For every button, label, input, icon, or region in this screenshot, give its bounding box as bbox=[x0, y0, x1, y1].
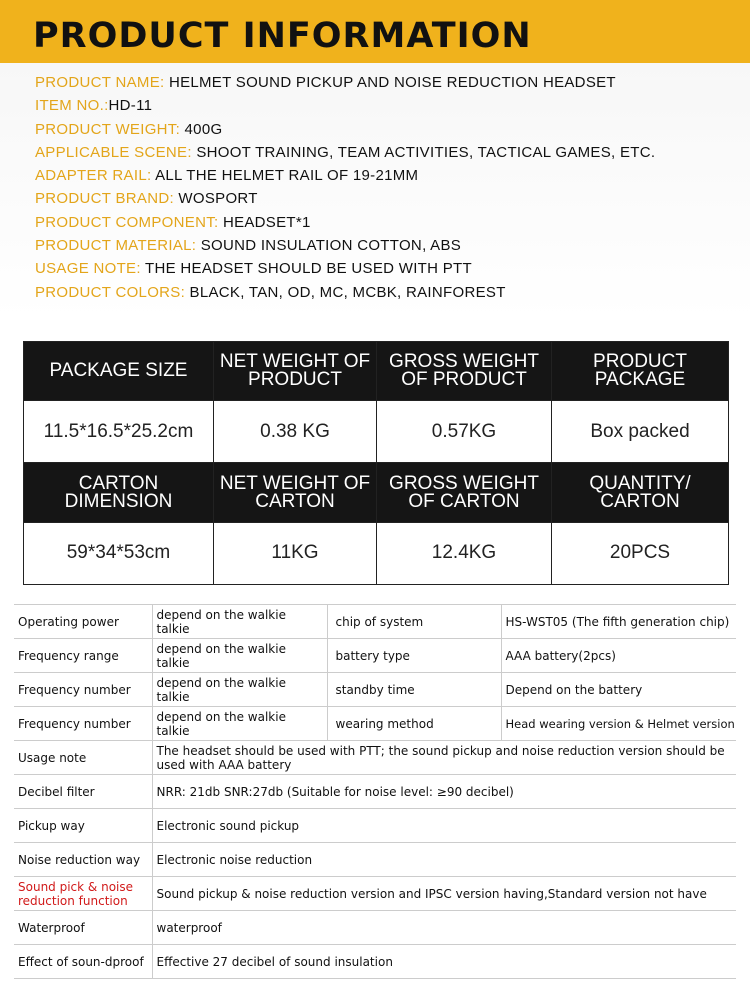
spec-label: chip of system bbox=[327, 605, 501, 639]
value-cell: Box packed bbox=[552, 401, 729, 463]
spec-row bbox=[14, 673, 736, 707]
header-cell: NET WEIGHT OF PRODUCT bbox=[214, 342, 377, 401]
spec-row-sound-pick-function bbox=[14, 877, 736, 911]
info-value: SHOOT TRAINING, TEAM ACTIVITIES, TACTICAL GAMES, ETC. bbox=[196, 143, 656, 161]
header-cell: NET WEIGHT OF CARTON bbox=[214, 463, 377, 522]
info-key: USAGE NOTE: bbox=[35, 260, 141, 278]
info-row-material bbox=[35, 234, 655, 257]
spec-row-pickup-way bbox=[14, 809, 736, 843]
info-row-weight bbox=[35, 118, 655, 141]
spec-row-noise-reduction-way bbox=[14, 843, 736, 877]
info-value: WOSPORT bbox=[178, 190, 258, 208]
spec-value: depend on the walkie talkie bbox=[152, 707, 327, 741]
spec-value: Electronic noise reduction bbox=[152, 843, 736, 877]
info-row-adapter-rail bbox=[35, 164, 655, 187]
carton-value-row bbox=[24, 522, 729, 584]
info-value: ALL THE HELMET RAIL OF 19-21MM bbox=[155, 167, 419, 185]
info-value: HEADSET*1 bbox=[222, 213, 311, 231]
spec-value: Effective 27 decibel of sound insulation bbox=[152, 945, 736, 979]
spec-row-soundproof bbox=[14, 945, 736, 979]
info-key: PRODUCT COMPONENT: bbox=[35, 213, 219, 231]
info-key: PRODUCT MATERIAL: bbox=[35, 237, 197, 255]
info-key: PRODUCT WEIGHT: bbox=[35, 120, 181, 138]
header-cell: PRODUCT PACKAGE bbox=[552, 342, 729, 401]
value-cell: 0.57KG bbox=[377, 401, 552, 463]
spec-value: Head wearing version & Helmet version bbox=[501, 707, 736, 741]
info-value: 400G bbox=[184, 120, 223, 138]
info-key: APPLICABLE SCENE: bbox=[35, 143, 192, 161]
spec-row bbox=[14, 605, 736, 639]
spec-value: depend on the walkie talkie bbox=[152, 673, 327, 707]
spec-row bbox=[14, 707, 736, 741]
spec-value: waterproof bbox=[152, 911, 736, 945]
info-row-component bbox=[35, 211, 655, 234]
info-row-scene bbox=[35, 141, 655, 164]
spec-value: Depend on the battery bbox=[501, 673, 736, 707]
spec-value: The headset should be used with PTT; the sound pickup and noise reduction version should be used with AAA battery bbox=[152, 741, 736, 775]
spec-label-highlight: Sound pick & noise reduction function bbox=[14, 877, 152, 911]
product-info-section bbox=[0, 63, 750, 320]
title-banner bbox=[0, 0, 750, 63]
info-key: PRODUCT BRAND: bbox=[35, 190, 174, 208]
info-key: PRODUCT COLORS: bbox=[35, 283, 186, 301]
info-value: BLACK, TAN, OD, MC, MCBK, RAINFOREST bbox=[189, 283, 506, 301]
spec-label: Noise reduction way bbox=[14, 843, 152, 877]
value-cell: 11.5*16.5*25.2cm bbox=[24, 401, 214, 463]
info-row-usage-note bbox=[35, 257, 655, 280]
spec-row-usage-note bbox=[14, 741, 736, 775]
spec-label: Frequency number bbox=[14, 707, 152, 741]
spec-label: Usage note bbox=[14, 741, 152, 775]
product-info-list bbox=[35, 71, 655, 304]
info-row-product-name bbox=[35, 71, 655, 94]
spec-label: Frequency number bbox=[14, 673, 152, 707]
info-row-colors bbox=[35, 281, 655, 304]
header-cell: QUANTITY/ CARTON bbox=[552, 463, 729, 522]
spec-row-decibel-filter bbox=[14, 775, 736, 809]
spec-label: Effect of soun-dproof bbox=[14, 945, 152, 979]
spec-label: Operating power bbox=[14, 605, 152, 639]
info-value: HELMET SOUND PICKUP AND NOISE REDUCTION HEADSET bbox=[168, 74, 616, 91]
spec-label: Waterproof bbox=[14, 911, 152, 945]
info-row-item-no bbox=[35, 94, 655, 117]
info-row-brand bbox=[35, 187, 655, 210]
spec-label: battery type bbox=[327, 639, 501, 673]
spec-label: wearing method bbox=[327, 707, 501, 741]
spec-label: standby time bbox=[327, 673, 501, 707]
value-cell: 11KG bbox=[214, 522, 377, 584]
info-value: THE HEADSET SHOULD BE USED WITH PTT bbox=[145, 260, 472, 278]
spec-value: Sound pickup & noise reduction version and IPSC version having,Standard version not have bbox=[152, 877, 736, 911]
spec-row-waterproof bbox=[14, 911, 736, 945]
spec-label: Decibel filter bbox=[14, 775, 152, 809]
info-value: HD-11 bbox=[108, 97, 153, 115]
page-title: PRODUCT INFORMATION bbox=[33, 16, 532, 56]
spec-row bbox=[14, 639, 736, 673]
info-value: SOUND INSULATION COTTON, ABS bbox=[200, 237, 462, 255]
spec-table bbox=[14, 604, 736, 979]
spec-value: HS-WST05 (The fifth generation chip) bbox=[501, 605, 736, 639]
info-key: ITEM NO.: bbox=[35, 97, 109, 115]
value-cell: 0.38 KG bbox=[214, 401, 377, 463]
spec-value: depend on the walkie talkie bbox=[152, 639, 327, 673]
carton-header-row bbox=[24, 463, 729, 522]
value-cell: 20PCS bbox=[552, 522, 729, 584]
info-key: PRODUCT NAME: bbox=[35, 74, 165, 91]
spec-label: Pickup way bbox=[14, 809, 152, 843]
spec-value: Electronic sound pickup bbox=[152, 809, 736, 843]
package-table bbox=[23, 341, 729, 585]
spec-value: NRR: 21db SNR:27db (Suitable for noise level: ≥90 decibel) bbox=[152, 775, 736, 809]
info-key: ADAPTER RAIL: bbox=[35, 167, 152, 185]
package-header-row bbox=[24, 342, 729, 401]
header-cell: GROSS WEIGHT OF CARTON bbox=[377, 463, 552, 522]
header-cell: GROSS WEIGHT OF PRODUCT bbox=[377, 342, 552, 401]
spec-label: Frequency range bbox=[14, 639, 152, 673]
header-cell: CARTON DIMENSION bbox=[24, 463, 214, 522]
value-cell: 59*34*53cm bbox=[24, 522, 214, 584]
value-cell: 12.4KG bbox=[377, 522, 552, 584]
spec-value: depend on the walkie talkie bbox=[152, 605, 327, 639]
package-value-row bbox=[24, 401, 729, 463]
spec-value: AAA battery(2pcs) bbox=[501, 639, 736, 673]
header-cell: PACKAGE SIZE bbox=[24, 342, 214, 401]
